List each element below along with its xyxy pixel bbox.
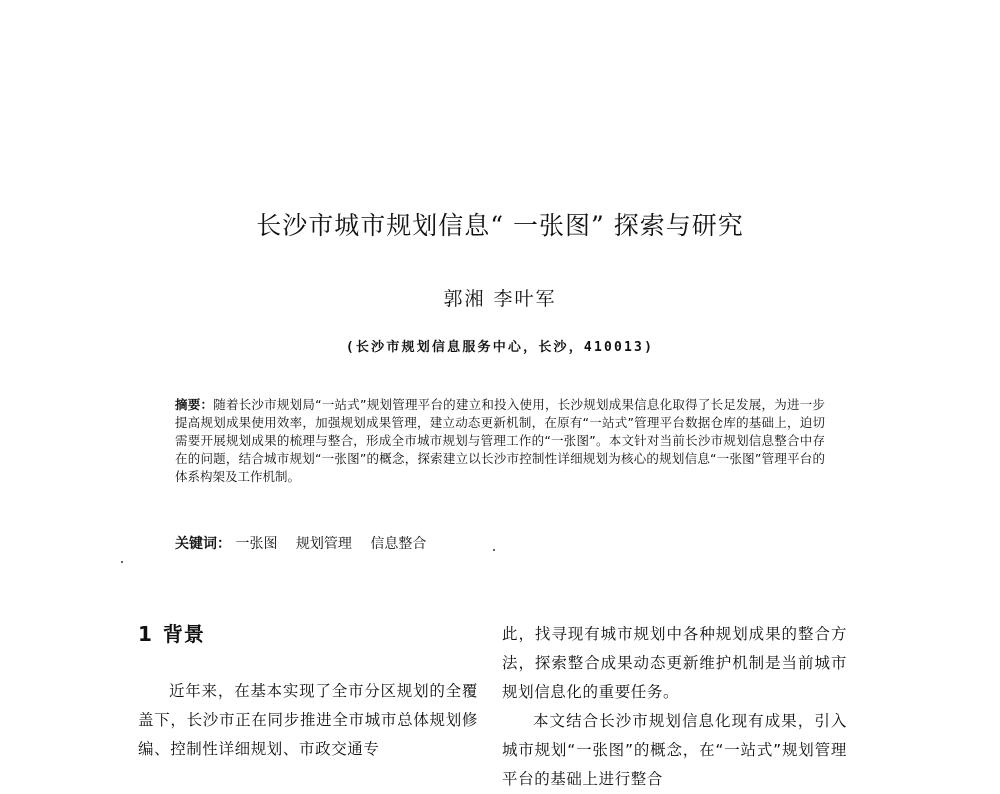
keyword-item: 信息整合 [370, 536, 427, 552]
keywords [175, 533, 440, 553]
body-paragraph: 本文结合长沙市规划信息化现有成果，引入城市规划“一张图”的概念，在“一站式”规划管理平台的基础上进行整合 [502, 712, 847, 788]
section-title: 背景 [162, 622, 205, 646]
paper-title: 长沙市城市规划信息“ 一张图” 探索与研究 [256, 211, 744, 240]
keyword-item: 规划管理 [295, 536, 352, 552]
scan-speck [493, 549, 495, 551]
keyword-item: 一张图 [235, 536, 278, 552]
paper-affiliation: (长沙市规划信息服务中心，长沙，410013) [345, 340, 655, 355]
paper-authors: 郭湘 李叶军 [443, 288, 557, 310]
scan-speck [121, 561, 123, 563]
right-column [502, 620, 847, 794]
abstract-text: 随着长沙市规划局“一站式”规划管理平台的建立和投入使用，长沙规划成果信息化取得了长足发展，为进一步提高规划成果使用效率，加强规划成果管理，建立动态更新机制，在原有“一站式”管理平台数据仓库的基础上，迫切需要开展规划成果的梳理与整合，形成全市城市规划与管理工作的“一张图”。本文针对当前长沙市规划信息整合中存在的问题，结合城市规划“一张图”的概念，探索建立以长沙市控制性详细规划为核心的规划信息“一张图”管理平台的体系构架及工作机制。 [175, 397, 825, 484]
body-paragraph: 近年来，在基本实现了全市分区规划的全覆盖下，长沙市正在同步推进全市城市总体规划修编、控制性详细规划、市政交通专 [138, 682, 478, 758]
section-heading [138, 620, 478, 649]
abstract [175, 396, 825, 486]
left-column [138, 620, 478, 764]
body-paragraph-continued: 此，找寻现有城市规划中各种规划成果的整合方法，探索整合成果动态更新维护机制是当前城市规划信息化的重要任务。 [502, 625, 847, 701]
abstract-label: 摘要： [175, 397, 214, 412]
section-number: 1 [138, 622, 153, 646]
keywords-label: 关键词： [175, 536, 231, 552]
